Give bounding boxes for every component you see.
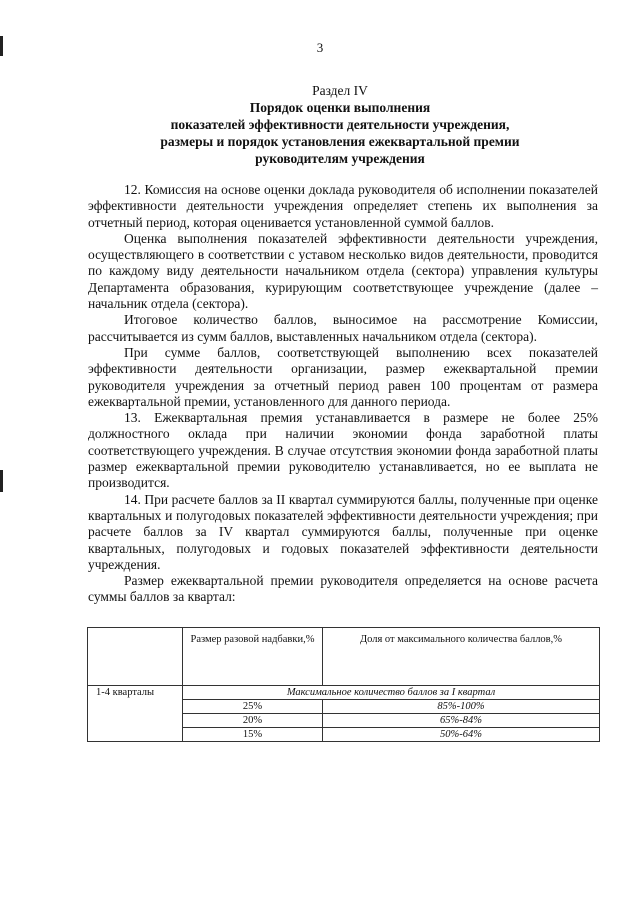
paragraph-13: 13. Ежеквартальная премия устанавливается в размере не более 25% должностного оклада при наличии экономии фонда заработной платы соответствующего учреждения. В случае отсутствия экономии фонда заработной платы размер ежеквартальной премии руководителю устанавливается, но ее выплата не производится. [88,410,598,491]
paragraph: При сумме баллов, соответствующей выполнению всех показателей эффективности деятельности организации, размер ежеквартальной премии руководителя учреждения за отчетный период равен 100 процентам от размера ежеквартальной премии, установленного для данного периода. [88,344,598,409]
section-title-line-1: Порядок оценки выполнения [249,100,431,115]
section-title-line-2: показателей эффективности деятельности учреждения, [170,117,510,132]
table-header-empty [88,628,183,686]
bonus-size-cell: 20% [183,714,323,728]
bonus-table [87,627,600,742]
table-subheader: Максимальное количество баллов за I квартал [183,686,600,700]
quarters-label: 1-4 кварталы [88,686,183,742]
section-title-line-4: руководителям учреждения [255,151,425,166]
score-share-cell: 85%-100% [323,700,600,714]
paragraph-14: 14. При расчете баллов за II квартал суммируются баллы, полученные при оценке квартальных и полугодовых показателей эффективности деятельности учреждения; при расчете баллов за IV квартал суммируются баллы, полученные при оценке квартальных, полугодовых и годовых показателей эффективности деятельности учреждения. [88,491,598,572]
table-header-row [88,628,600,686]
bonus-size-cell: 25% [183,700,323,714]
paragraph: Размер ежеквартальной премии руководителя определяется на основе расчета суммы баллов за квартал: [88,573,598,605]
table-row [88,686,600,700]
section-heading [60,82,620,167]
table-header-size: Размер разовой надбавки,% [183,628,323,686]
paragraph: Оценка выполнения показателей эффективности деятельности учреждения, осуществляющего в соответствии с уставом несколько видов деятельности, проводится по каждому виду деятельности начальником отдела (сектора) управления культуры Департамента образования, курирующим соответствующее учреждение (далее – начальник отдела (сектора). [88,230,598,312]
section-label: Раздел IV [312,83,368,98]
body-text [88,182,598,606]
page-number: 3 [316,40,324,55]
bonus-size-cell: 15% [183,728,323,742]
section-title-line-3: размеры и порядок установления ежеквартальной премии [160,134,520,149]
scan-edge-mark [0,470,3,492]
score-share-cell: 50%-64% [323,728,600,742]
paragraph-12: 12. Комиссия на основе оценки доклада руководителя об исполнении показателей эффективности деятельности учреждения определяет степень их выполнения за отчетный период, которая оценивается установленной суммой баллов. [88,182,598,230]
score-share-cell: 65%-84% [323,714,600,728]
paragraph: Итоговое количество баллов, выносимое на рассмотрение Комиссии, рассчитывается из сумм баллов, выставленных начальником отдела (сектора). [88,312,598,344]
table-header-share: Доля от максимального количества баллов,% [323,628,600,686]
